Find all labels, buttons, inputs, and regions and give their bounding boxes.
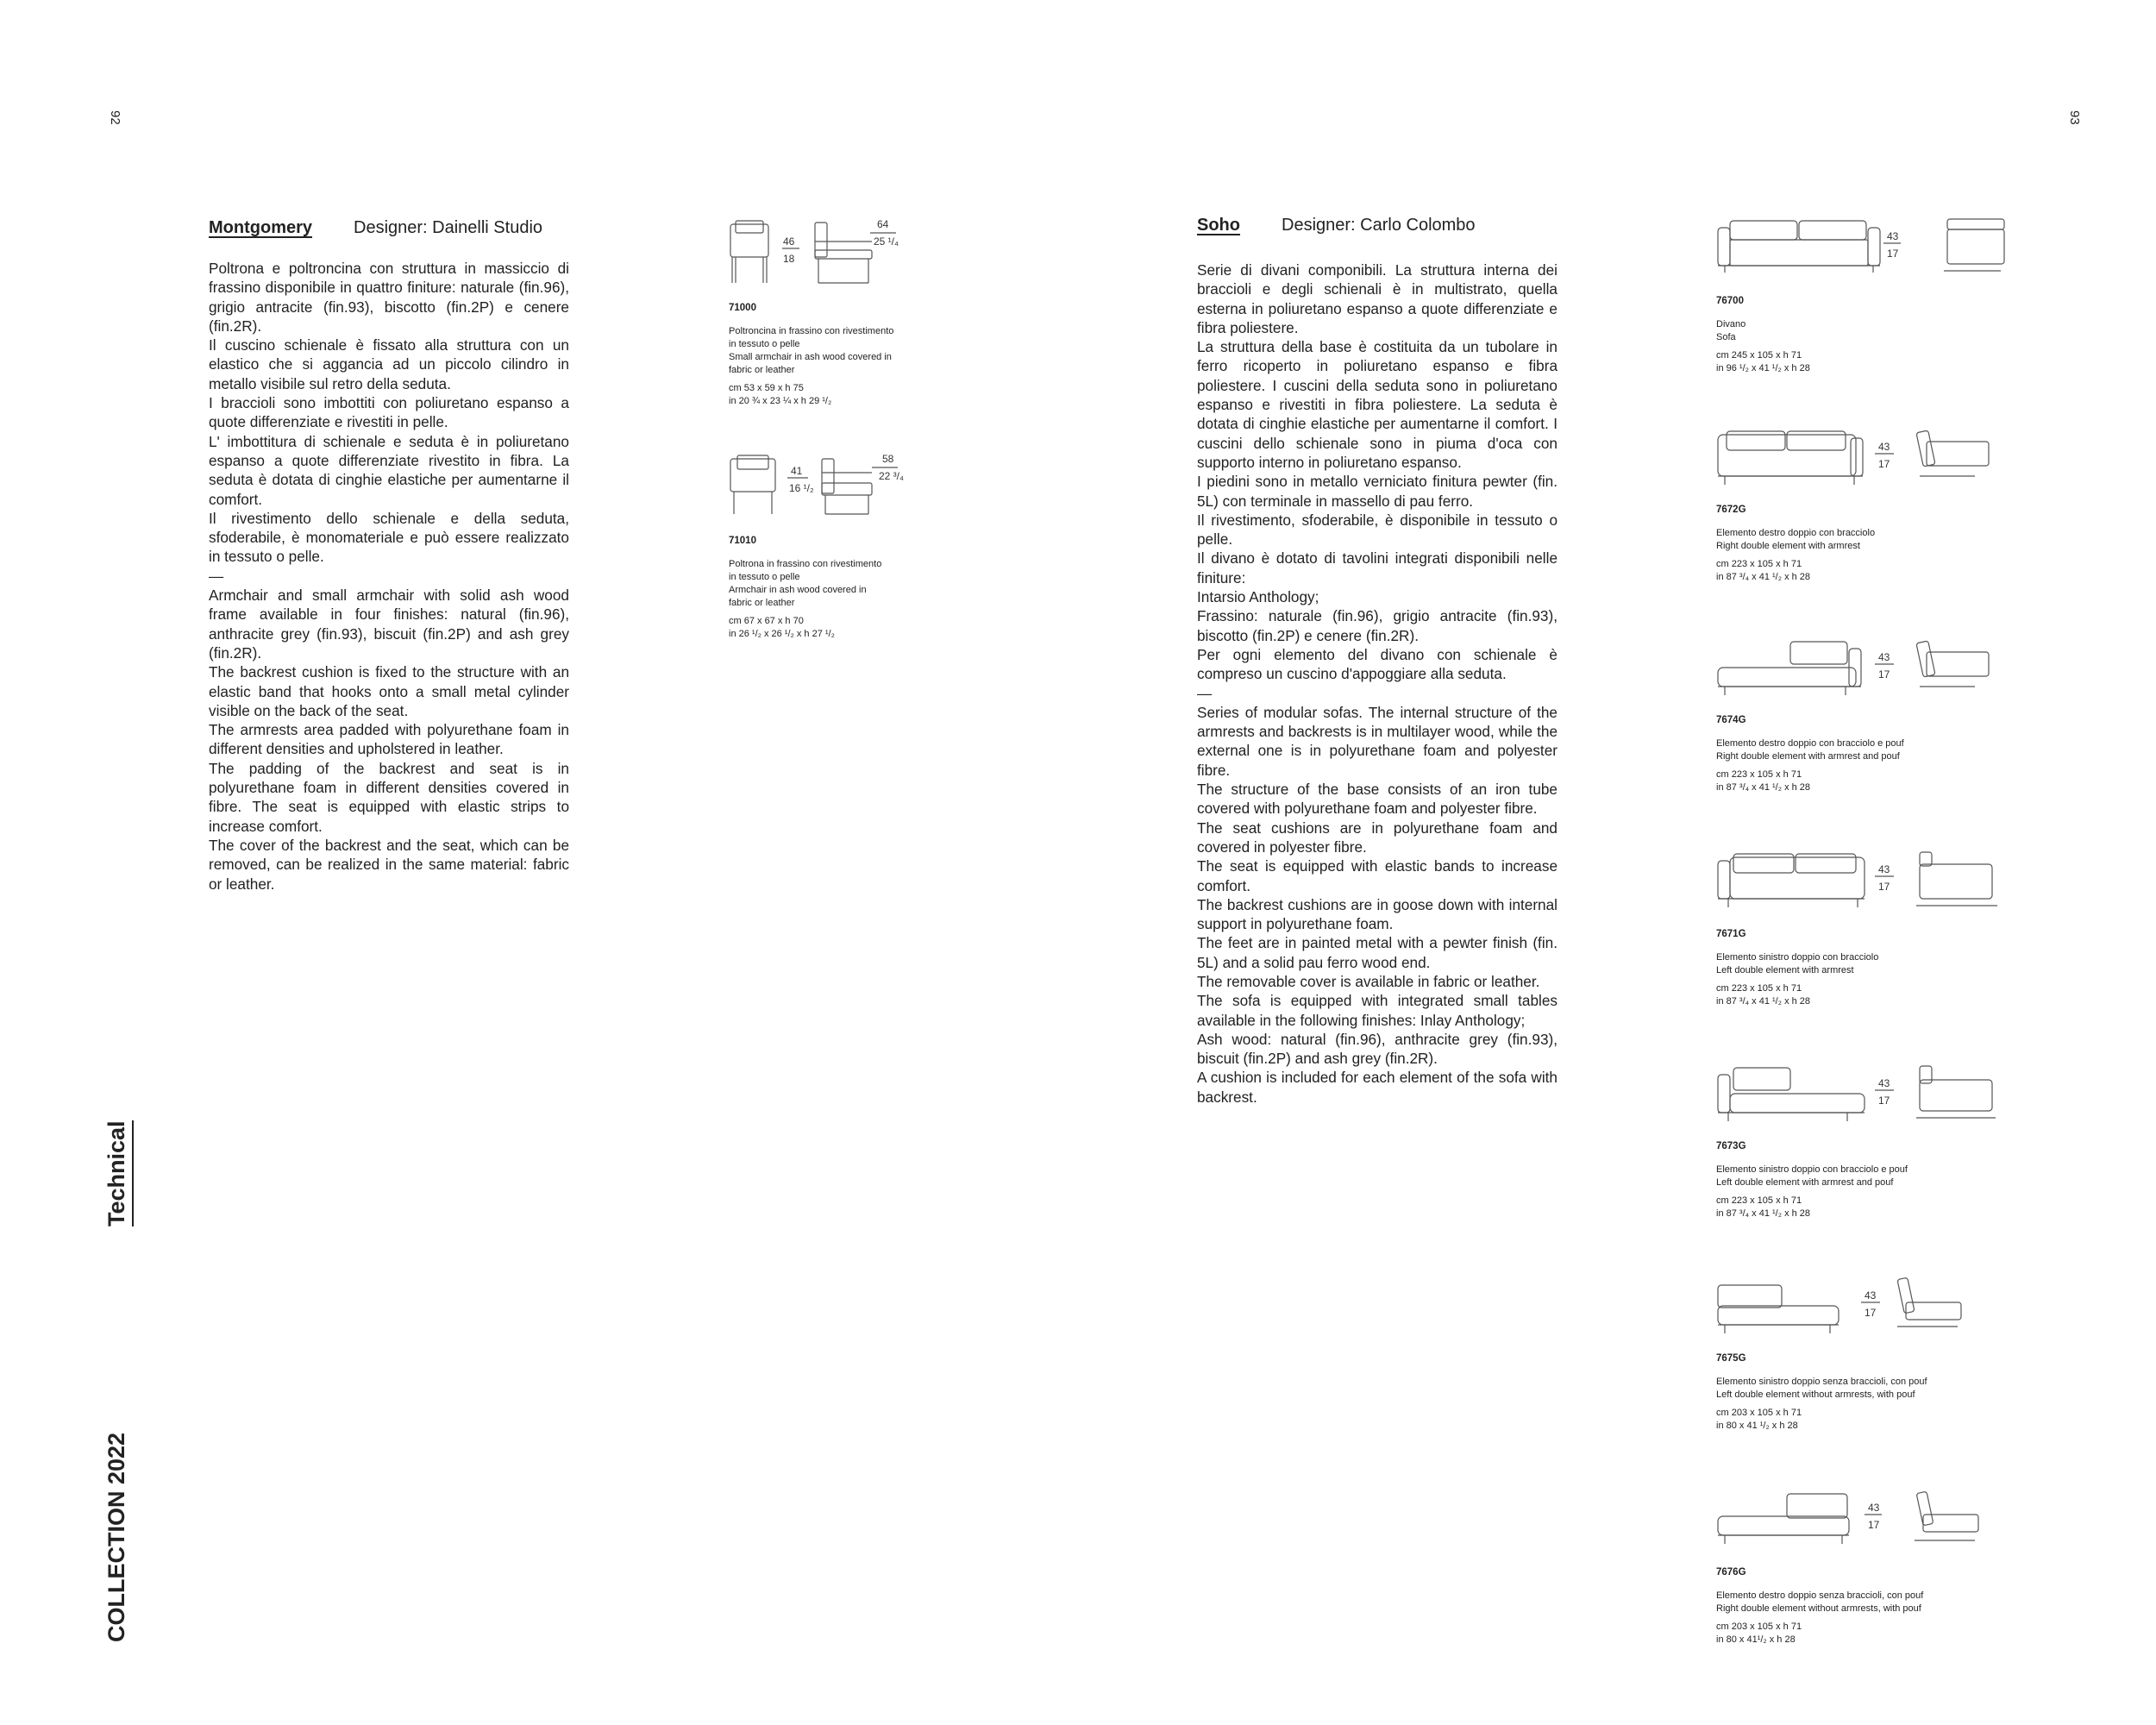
paragraph-en: The cover of the backrest and the seat, which can be removed, can be realized in the same material: fabric or leather.	[209, 836, 569, 893]
desc-line: Right double element without armrests, with pouf	[1716, 1603, 1921, 1614]
designer-label: Designer: Dainelli Studio	[354, 218, 543, 237]
montgomery-description	[209, 259, 569, 894]
product-card	[1716, 850, 2018, 1008]
desc-line: in tessuto o pelle	[729, 339, 800, 349]
sofa-drawing	[1716, 428, 2009, 488]
product-name: Soho	[1197, 216, 1240, 235]
sofa-drawing	[1716, 217, 2009, 276]
section-label: Technical	[103, 1120, 134, 1226]
desc-line: Small armchair in ash wood covered in	[729, 352, 892, 362]
paragraph-en: The seat cushions are in polyurethane foam and covered in polyester fibre.	[1197, 819, 1557, 856]
paragraph-en: The removable cover is available in fabric or leather.	[1197, 972, 1540, 990]
dims-in: in 20 ¾ x 23 ¼ x h 29 ¹/₂	[729, 396, 832, 406]
dim-seat-height-in: 16 ¹/₂	[789, 482, 814, 494]
desc-line: fabric or leather	[729, 598, 795, 608]
armchair-drawing	[729, 216, 936, 286]
product-dimensions	[1716, 768, 2018, 794]
paragraph-it: Il cuscino schienale è fissato alla struttura con un elastico che si aggancia ad un piccolo cilindro in metallo visibile sul retro della seduta.	[209, 336, 569, 392]
dims-in: in 87 ³/₄ x 41 ¹/₂ x h 28	[1716, 996, 1811, 1007]
dims-in: in 87 ³/₄ x 41 ¹/₂ x h 28	[1716, 1208, 1811, 1219]
paragraph-en: The structure of the base consists of an iron tube covered with polyurethane foam and polyester fibre.	[1197, 781, 1557, 818]
armchair-drawing	[729, 454, 936, 516]
language-separator: —	[1197, 684, 1213, 702]
dim-arm-height-in: 22 ³/₄	[879, 470, 904, 482]
paragraph-it: Serie di divani componibili. La struttura interna dei braccioli e degli schienali è in multistrato, quella esterna in poliuretano espanso a quote differenziate e fibra poliestere.	[1197, 261, 1557, 336]
paragraph-en: The backrest cushions are in goose down with internal support in polyurethane foam.	[1197, 895, 1557, 933]
dim-height: 43	[1878, 863, 1890, 875]
paragraph-en: Armchair and small armchair with solid ash wood frame available in four finishes: natural (fin.96), anthracite grey (fin.93), biscuit (fin.2P) and ash grey (fin.2R).	[209, 586, 569, 662]
desc-line: Left double element with armrest	[1716, 965, 1854, 975]
product-dimensions	[1716, 1407, 2018, 1433]
dims-in: in 87 ³/₄ x 41 ¹/₂ x h 28	[1716, 782, 1811, 793]
dim-seat-height: 46	[783, 235, 795, 248]
paragraph-it: Poltrona e poltroncina con struttura in massiccio di frassino disponibile in quattro finiture: naturale (fin.96), grigio antracite (fin.93), biscotto (fin.2P) e cenere (fin.2R).	[209, 260, 569, 335]
dim-height: 43	[1878, 651, 1890, 663]
soho-heading	[1197, 216, 1476, 235]
product-description	[1716, 318, 2018, 344]
desc-line: Elemento sinistro doppio con bracciolo e pouf	[1716, 1164, 1908, 1175]
product-code: 7674G	[1716, 715, 1746, 725]
dim-seat: 17	[1878, 458, 1890, 470]
dim-seat: 17	[1878, 1095, 1890, 1107]
dim-height: 43	[1887, 230, 1899, 242]
paragraph-it: Il rivestimento, sfoderabile, è disponibile in tessuto o pelle.	[1197, 511, 1557, 549]
dim-arm-height: 58	[882, 454, 894, 465]
desc-line: Elemento destro doppio senza braccioli, con pouf	[1716, 1590, 1924, 1601]
dims-in: in 96 ¹/₂ x 41 ¹/₂ x h 28	[1716, 363, 1810, 373]
dims-cm: cm 67 x 67 x h 70	[729, 616, 804, 626]
dims-cm: cm 53 x 59 x h 75	[729, 383, 804, 393]
paragraph-it: Frassino: naturale (fin.96), grigio antracite (fin.93), biscotto (fin.2P) e cenere (fin.2R).	[1197, 607, 1557, 644]
paragraph-it: I braccioli sono imbottiti con poliuretano espanso a quote differenziate e rivestiti in pelle.	[209, 394, 569, 431]
paragraph-en: The backrest cushion is fixed to the structure with an elastic band that hooks onto a small metal cylinder visible on the back of the seat.	[209, 663, 569, 719]
product-description	[1716, 1376, 2018, 1402]
paragraph-it: Il divano è dotato di tavolini integrati disponibili nelle finiture:	[1197, 549, 1557, 586]
paragraph-it: Il rivestimento dello schienale e della seduta, sfoderabile, è monomateriale e può essere realizzato in tessuto o pelle.	[209, 509, 569, 566]
product-card	[1716, 1490, 2018, 1647]
product-card	[1716, 428, 2018, 584]
product-card	[1716, 1064, 2018, 1220]
product-code: 7672G	[1716, 505, 1746, 515]
desc-line: Poltroncina in frassino con rivestimento	[729, 326, 894, 336]
desc-line: fabric or leather	[729, 365, 795, 375]
dims-cm: cm 223 x 105 x h 71	[1716, 1195, 1802, 1206]
dim-seat: 17	[1868, 1519, 1880, 1531]
product-description	[1716, 951, 2018, 977]
desc-line: Armchair in ash wood covered in	[729, 585, 867, 595]
product-code: 7671G	[1716, 929, 1746, 939]
paragraph-en: The armrests area padded with polyurethane foam in different densities and upholstered in leather.	[209, 721, 569, 758]
product-card	[729, 216, 953, 408]
dims-cm: cm 203 x 105 x h 71	[1716, 1622, 1802, 1632]
product-dimensions	[1716, 982, 2018, 1008]
paragraph-en: The padding of the backrest and seat is in polyurethane foam in different densities covered in fibre. The seat is equipped with elastic strips to increase comfort.	[209, 759, 569, 835]
product-card	[1716, 217, 2018, 375]
product-dimensions	[729, 615, 953, 641]
product-code: 71010	[729, 536, 756, 546]
desc-line: Elemento destro doppio con bracciolo e pouf	[1716, 738, 1904, 749]
product-dimensions	[1716, 349, 2018, 375]
dim-seat: 17	[1865, 1307, 1877, 1319]
product-name: Montgomery	[209, 218, 312, 237]
dims-in: in 87 ³/₄ x 41 ¹/₂ x h 28	[1716, 572, 1811, 582]
sofa-drawing	[1716, 1276, 2009, 1337]
desc-line: Divano	[1716, 319, 1746, 329]
desc-line: Elemento destro doppio con bracciolo	[1716, 528, 1876, 538]
paragraph-en: Ash wood: natural (fin.96), anthracite grey (fin.93), biscuit (fin.2P) and ash grey (fin.2R).	[1197, 1030, 1557, 1068]
desc-line: Left double element without armrests, with pouf	[1716, 1389, 1915, 1400]
dim-height: 43	[1878, 1077, 1890, 1089]
dims-cm: cm 223 x 105 x h 71	[1716, 983, 1802, 994]
product-dimensions	[1716, 1195, 2018, 1220]
product-card	[1716, 1276, 2018, 1433]
collection-label: COLLECTION 2022	[103, 1432, 129, 1642]
desc-line: Left double element with armrest and pouf	[1716, 1177, 1894, 1188]
product-code: 7676G	[1716, 1567, 1746, 1578]
dim-seat-height-in: 18	[783, 253, 795, 265]
dims-in: in 80 x 41¹/₂ x h 28	[1716, 1634, 1796, 1645]
dim-arm-height-in: 25 ¹/₄	[874, 235, 899, 248]
sofa-drawing	[1716, 1064, 2009, 1125]
dim-seat: 17	[1878, 881, 1890, 893]
sofa-drawing	[1716, 1490, 2009, 1551]
product-description	[1716, 1164, 2018, 1189]
soho-description	[1197, 260, 1557, 1107]
designer-label: Designer: Carlo Colombo	[1282, 216, 1476, 235]
paragraph-en: A cushion is included for each element of the sofa with backrest.	[1197, 1069, 1557, 1106]
paragraph-it: Intarsio Anthology;	[1197, 588, 1319, 606]
product-code: 71000	[729, 303, 756, 313]
desc-line: Elemento sinistro doppio senza braccioli, con pouf	[1716, 1377, 1927, 1387]
montgomery-heading	[209, 218, 542, 238]
paragraph-en: The seat is equipped with elastic bands to increase comfort.	[1197, 857, 1557, 894]
product-dimensions	[729, 382, 953, 408]
paragraph-en: Series of modular sofas. The internal structure of the armrests and backrests is in multilayer wood, while the external one is in polyurethane foam and polyester fibre.	[1197, 703, 1557, 779]
paragraph-it: L' imbottitura di schienale e seduta è in poliuretano espanso a quote differenziate rivestito in fibra. La seduta è dotata di cinghie elastiche per aumentarne il comfort.	[209, 432, 569, 508]
sofa-drawing	[1716, 638, 2009, 699]
desc-line: Right double element with armrest and pouf	[1716, 751, 1900, 762]
product-description	[1716, 737, 2018, 763]
product-description	[729, 325, 953, 377]
dim-height: 43	[1865, 1289, 1877, 1302]
product-code: 7673G	[1716, 1141, 1746, 1151]
desc-line: Poltrona in frassino con rivestimento	[729, 559, 882, 569]
product-description	[1716, 527, 2018, 553]
dims-cm: cm 223 x 105 x h 71	[1716, 559, 1802, 569]
paragraph-it: La struttura della base è costituita da un tubolare in ferro ricoperto in poliuretano espanso e fibra poliestere. I cuscini della seduta sono in poliuretano espanso e rivestiti in fibra poliestere. La seduta è dotata di cinghie elastiche per aumentarne il comfort. I cuscini dello schienale sono in piuma d'oca con supporto interno in poliuretano espanso.	[1197, 338, 1557, 471]
dims-cm: cm 245 x 105 x h 71	[1716, 350, 1802, 361]
product-description	[1716, 1590, 2018, 1615]
desc-line: Elemento sinistro doppio con bracciolo	[1716, 952, 1879, 963]
desc-line: Right double element with armrest	[1716, 541, 1860, 551]
page-number-left: 92	[108, 110, 122, 125]
product-card	[729, 454, 953, 641]
product-code: 7675G	[1716, 1353, 1746, 1364]
dim-seat: 17	[1887, 248, 1899, 260]
product-card	[1716, 638, 2018, 794]
product-description	[729, 558, 953, 610]
language-separator: —	[209, 567, 224, 585]
page-number-right: 93	[2067, 110, 2082, 125]
product-dimensions	[1716, 1621, 2018, 1647]
dim-seat-height: 41	[791, 465, 803, 477]
dim-height: 43	[1868, 1502, 1880, 1514]
dims-cm: cm 223 x 105 x h 71	[1716, 769, 1802, 780]
dim-arm-height: 64	[877, 218, 889, 230]
dims-in: in 80 x 41 ¹/₂ x h 28	[1716, 1421, 1798, 1431]
desc-line: Sofa	[1716, 332, 1736, 342]
paragraph-it: I piedini sono in metallo verniciato finitura pewter (fin. 5L) con terminale in massello di pau ferro.	[1197, 473, 1557, 510]
dims-cm: cm 203 x 105 x h 71	[1716, 1408, 1802, 1418]
desc-line: in tessuto o pelle	[729, 572, 800, 582]
paragraph-en: The sofa is equipped with integrated small tables available in the following finishes: Inlay Anthology;	[1197, 992, 1557, 1029]
dims-in: in 26 ¹/₂ x 26 ¹/₂ x h 27 ¹/₂	[729, 629, 835, 639]
paragraph-en: The feet are in painted metal with a pewter finish (fin. 5L) and a solid pau ferro wood end.	[1197, 934, 1557, 971]
dim-height: 43	[1878, 441, 1890, 453]
product-dimensions	[1716, 558, 2018, 584]
paragraph-it: Per ogni elemento del divano con schienale è compreso un cuscino d'appoggiare alla seduta.	[1197, 645, 1557, 683]
sofa-drawing	[1716, 850, 2009, 913]
dim-seat: 17	[1878, 668, 1890, 681]
product-code: 76700	[1716, 296, 1744, 306]
